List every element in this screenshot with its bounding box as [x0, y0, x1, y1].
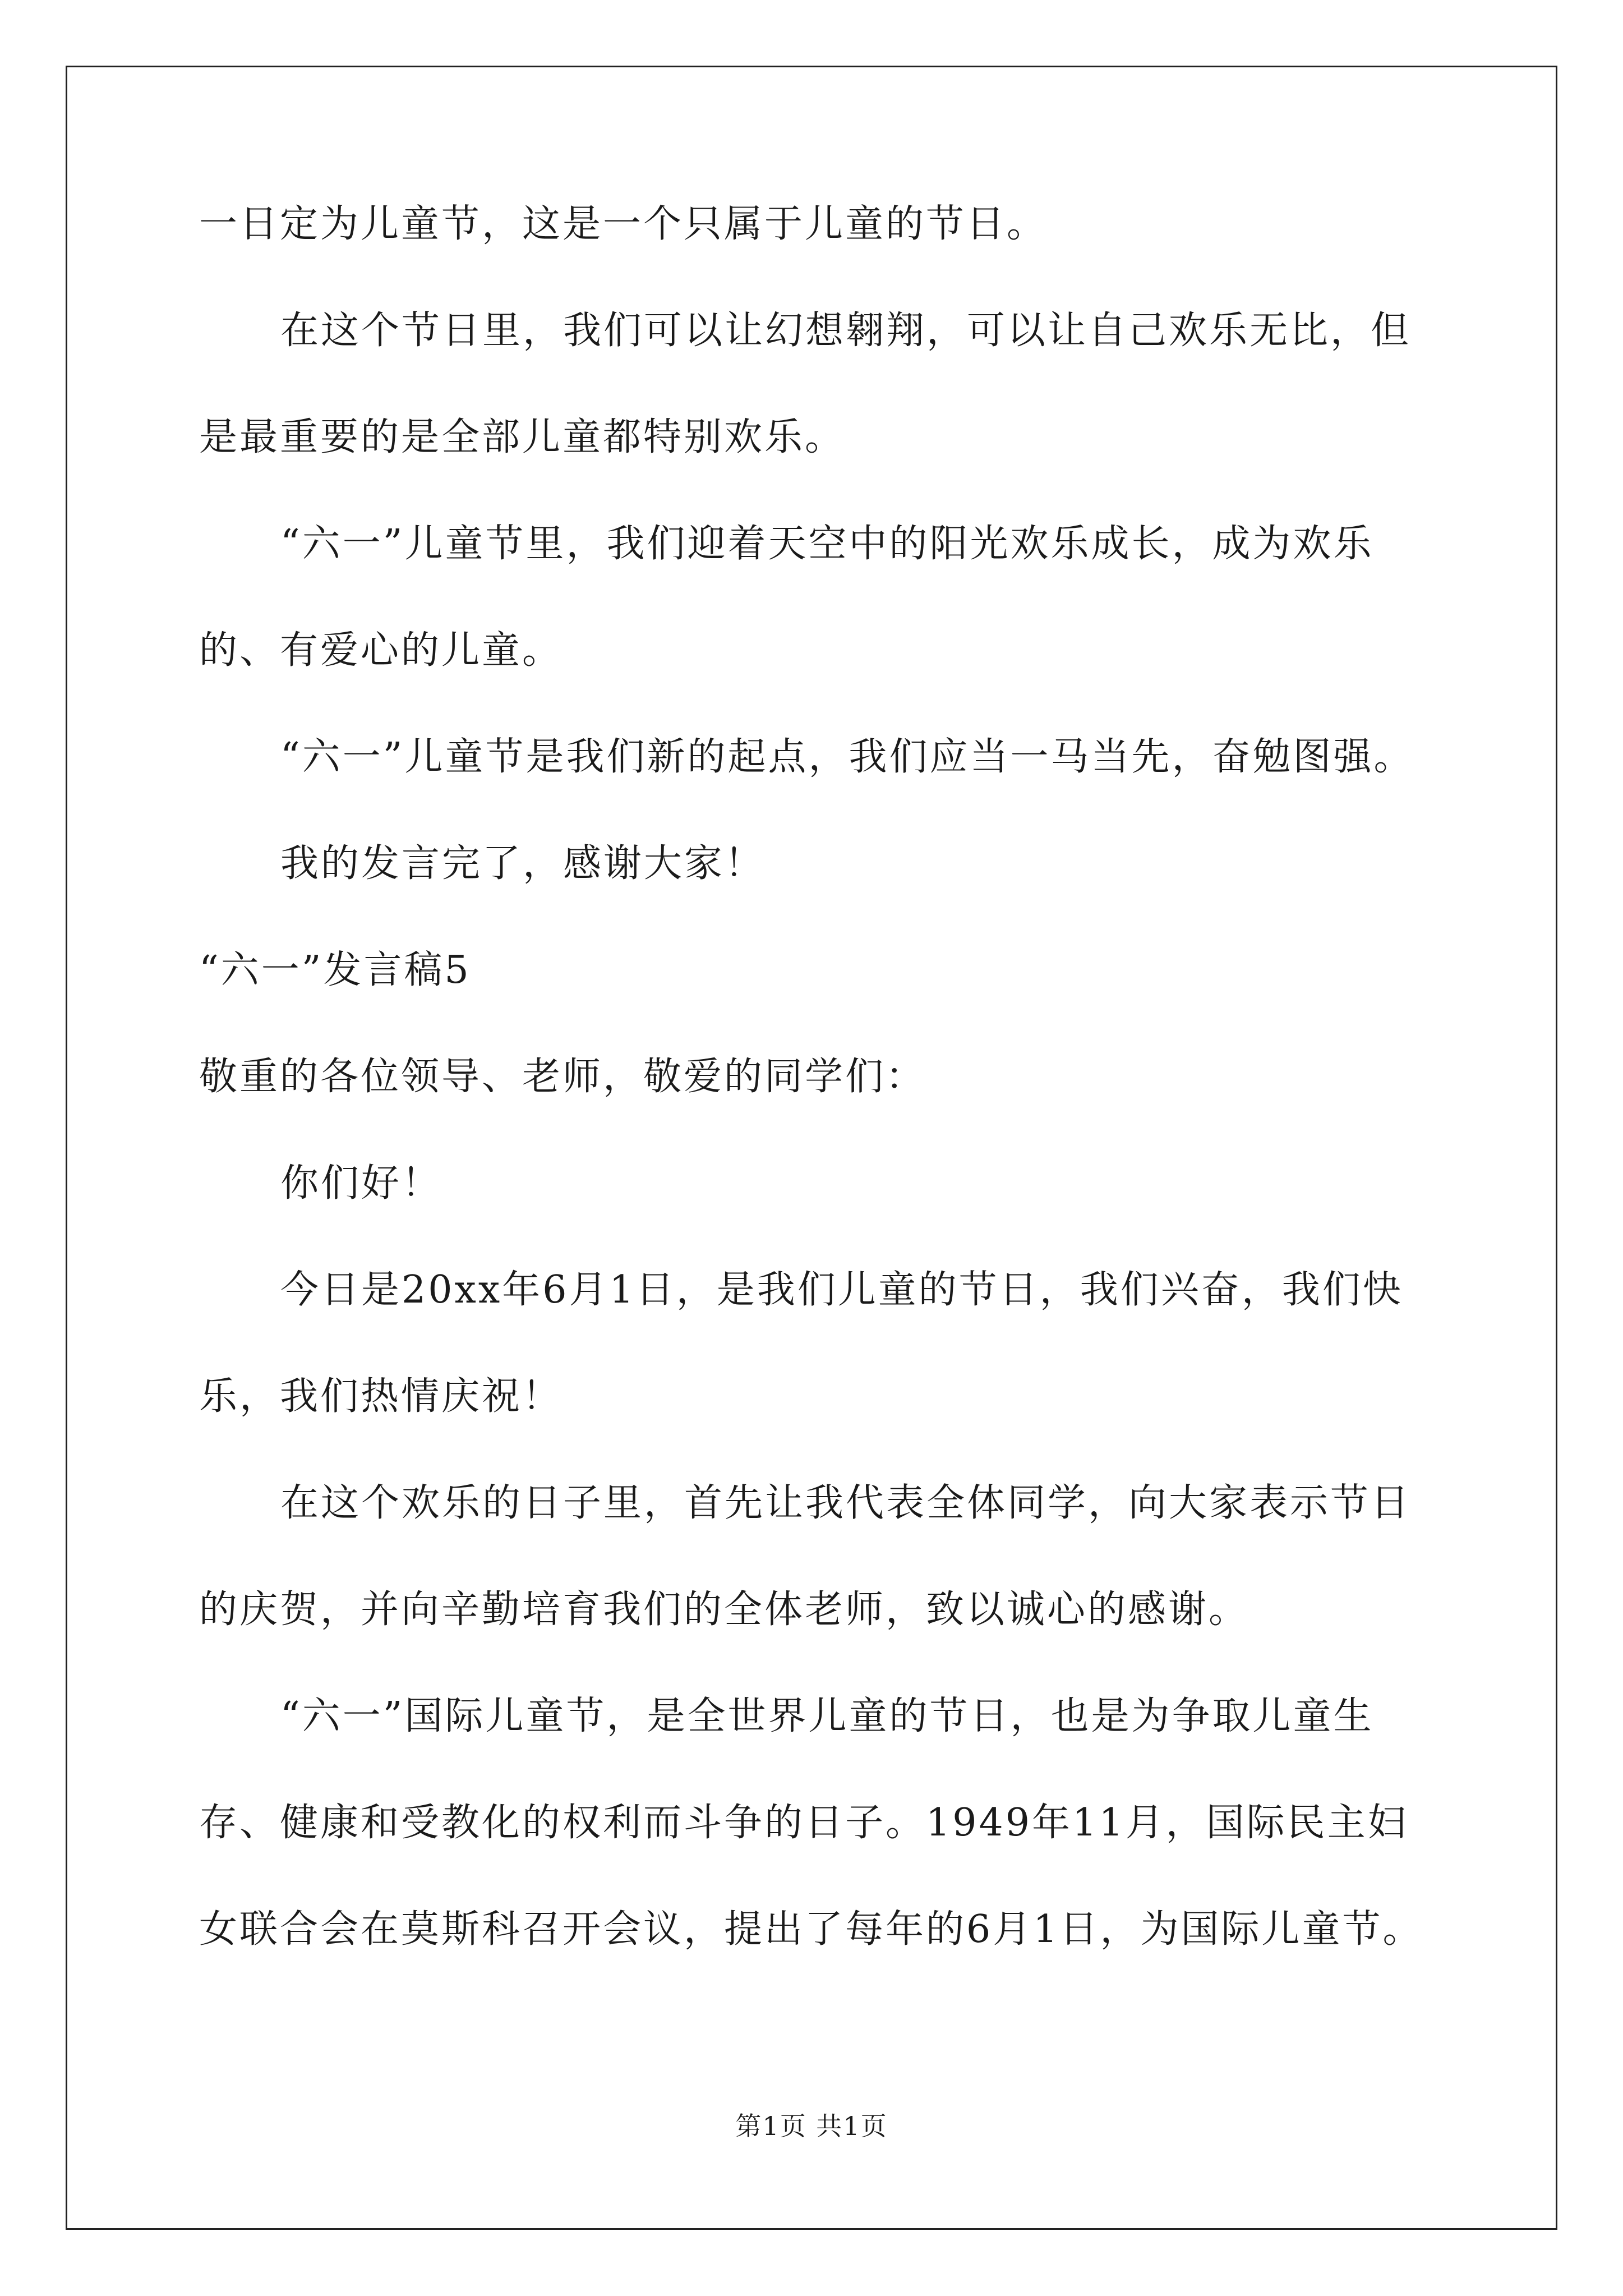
text-line: “六一”儿童节里，我们迎着天空中的阳光欢乐成长，成为欢乐: [280, 522, 1374, 566]
text-line: 是最重要的是全部儿童都特别欢乐。: [199, 415, 846, 459]
text-line: 女联合会在莫斯科召开会议，提出了每年的6月1日，为国际儿童节。: [199, 1907, 1423, 1952]
text-line: 的、有爱心的儿童。: [199, 628, 563, 673]
salutation: 敬重的各位领导、老师，敬爱的同学们：: [199, 1055, 926, 1099]
text-line: 一日定为儿童节，这是一个只属于儿童的节日。: [199, 202, 1048, 246]
text-line: 乐，我们热情庆祝！: [199, 1374, 563, 1419]
page-footer: 第1页 共1页: [735, 2111, 888, 2141]
text-line: “六一”儿童节是我们新的起点，我们应当一马当先，奋勉图强。: [280, 735, 1414, 779]
text-line: 我的发言完了，感谢大家！: [280, 841, 766, 886]
text-line: 的庆贺，并向辛勤培育我们的全体老师，致以诚心的感谢。: [199, 1588, 1249, 1632]
text-line: 在这个节日里，我们可以让幻想翱翔，可以让自己欢乐无比，但: [280, 309, 1412, 353]
text-line: 你们好！: [280, 1161, 442, 1205]
text-line: 在这个欢乐的日子里，首先让我代表全体同学，向大家表示节日: [280, 1481, 1412, 1525]
text-line: “六一”国际儿童节，是全世界儿童的节日，也是为争取儿童生: [280, 1694, 1374, 1738]
text-line: 存、健康和受教化的权利而斗争的日子。1949年11月，国际民主妇: [199, 1801, 1408, 1845]
section-heading: “六一”发言稿5: [199, 948, 471, 992]
text-line: 今日是20xx年6月1日，是我们儿童的节日，我们兴奋，我们快: [280, 1268, 1403, 1312]
